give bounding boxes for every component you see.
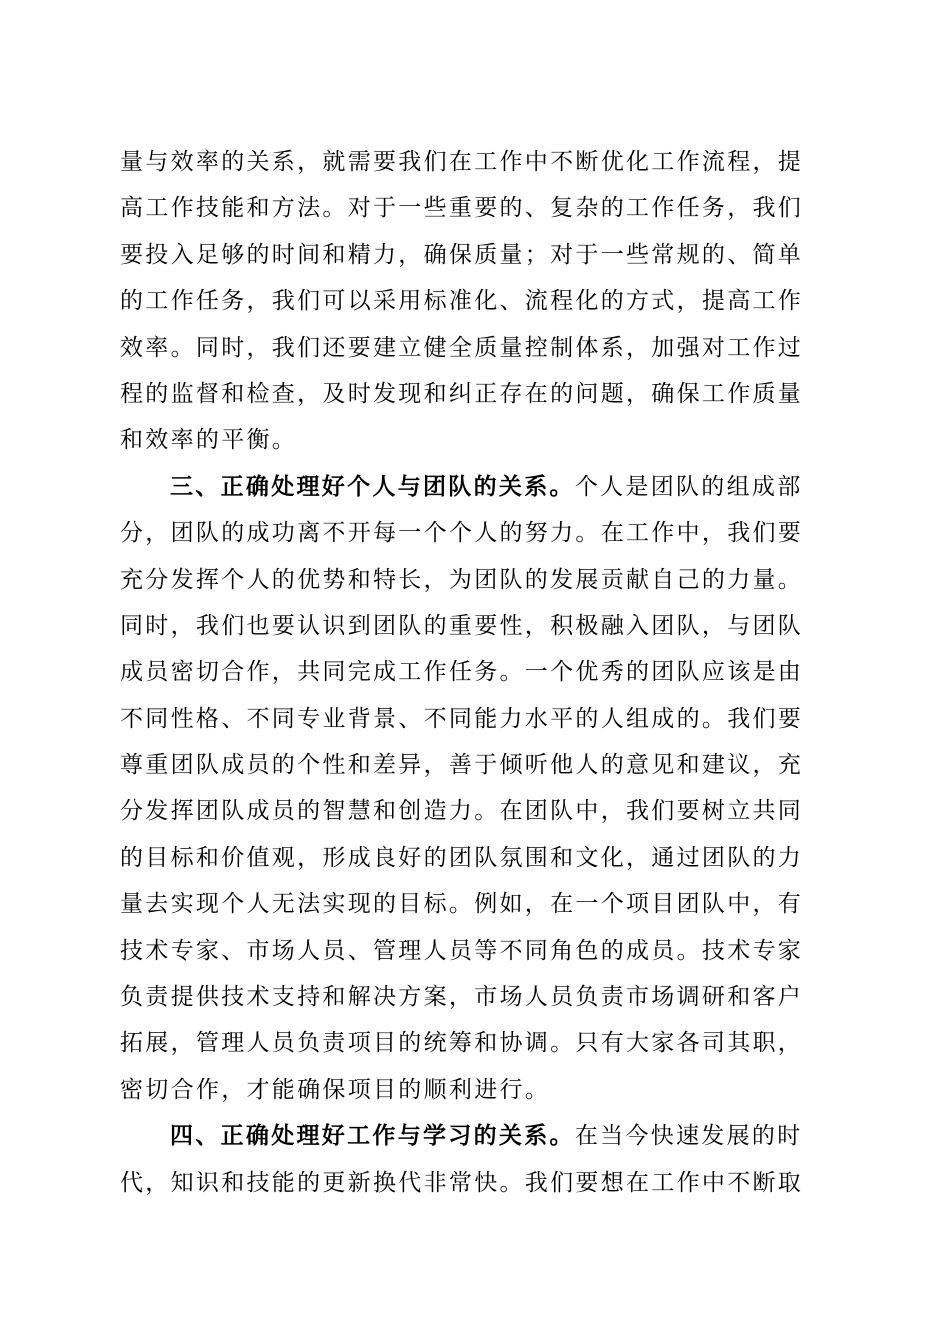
section-heading-four: 四、正确处理好工作与学习的关系。 — [170, 1122, 575, 1150]
paragraph-quality-efficiency — [120, 139, 832, 1206]
text-line: 负责提供技术支持和解决方案，市场人员负责市场调研和客户 — [120, 984, 804, 1011]
paragraph-study-first-line — [120, 1113, 832, 1159]
paragraph-team-first-line — [120, 464, 832, 510]
text-run: 在当今快速发展的时 — [574, 1123, 803, 1150]
text-line: 的目标和价值观，形成良好的团队氛围和文化，通过团队的力 — [120, 844, 804, 871]
section-heading-three: 三、正确处理好个人与团队的关系。 — [170, 472, 575, 500]
text-line: 不同性格、不同专业背景、不同能力水平的人组成的。我们要 — [120, 705, 804, 732]
text-line: 充分发挥个人的优势和特长，为团队的发展贡献自己的力量。 — [120, 566, 804, 593]
text-line: 拓展，管理人员负责项目的统筹和协调。只有大家各司其职， — [120, 1030, 804, 1057]
text-line: 的工作任务，我们可以采用标准化、流程化的方式，提高工作 — [120, 288, 804, 315]
text-line: 技术专家、市场人员、管理人员等不同角色的成员。技术专家 — [120, 937, 804, 964]
text-line: 量与效率的关系，就需要我们在工作中不断优化工作流程，提 — [120, 149, 804, 175]
text-line: 效率。同时，我们还要建立健全质量控制体系，加强对工作过 — [120, 334, 804, 361]
text-line: 量去实现个人无法实现的目标。例如，在一个项目团队中，有 — [120, 891, 804, 918]
text-line: 密切合作，才能确保项目的顺利进行。 — [120, 1076, 551, 1103]
text-line: 程的监督和检查，及时发现和纠正存在的问题，确保工作质量 — [120, 380, 804, 407]
text-line: 同时，我们也要认识到团队的重要性，积极融入团队，与团队 — [120, 612, 804, 639]
text-line: 高工作技能和方法。对于一些重要的、复杂的工作任务，我们 — [120, 195, 804, 222]
text-run: 个人是团队的组成部 — [574, 473, 803, 500]
text-line: 要投入足够的时间和精力，确保质量；对于一些常规的、简单 — [120, 241, 804, 268]
text-line: 分，团队的成功离不开每一个个人的努力。在工作中，我们要 — [120, 520, 804, 547]
text-line: 代，知识和技能的更新换代非常快。我们要想在工作中不断取 — [120, 1169, 804, 1196]
text-line: 分发挥团队成员的智慧和创造力。在团队中，我们要树立共同 — [120, 798, 804, 825]
text-line: 和效率的平衡。 — [120, 427, 298, 454]
text-line: 尊重团队成员的个性和差异，善于倾听他人的意见和建议，充 — [120, 752, 804, 779]
text-line: 成员密切合作，共同完成工作任务。一个优秀的团队应该是由 — [120, 659, 804, 686]
